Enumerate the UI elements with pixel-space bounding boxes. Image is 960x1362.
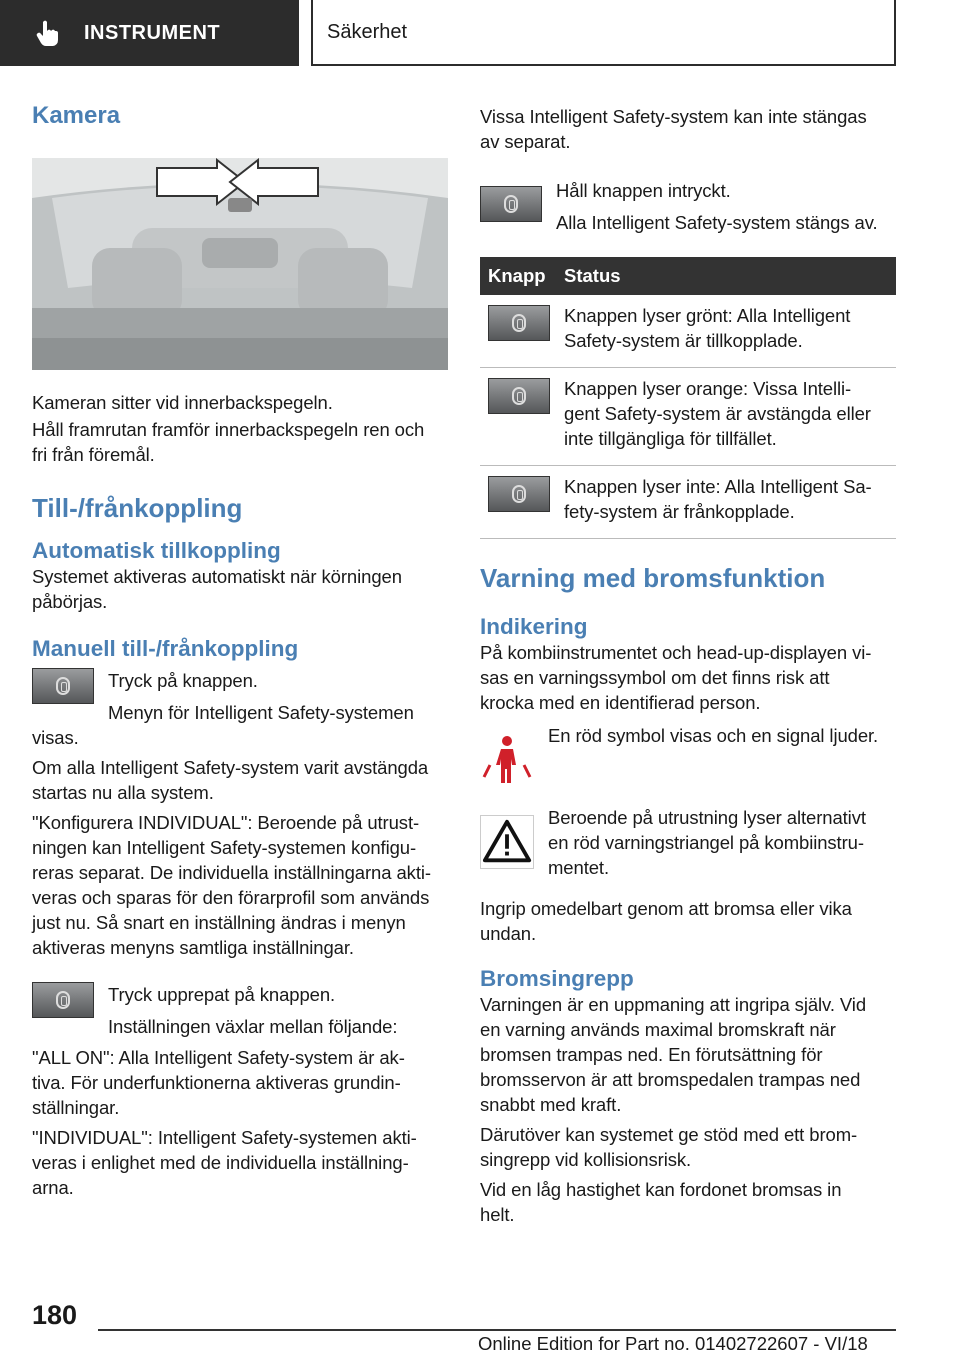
indiv-l1: "INDIVIDUAL": Intelligent Safety-systemen akti- bbox=[32, 1127, 417, 1148]
camera-heading: Kamera bbox=[32, 102, 121, 129]
config-l2: ningen kan Intelligent Safety-systemen konfigu- bbox=[32, 837, 417, 858]
all-off-b: startas nu alla system. bbox=[32, 782, 214, 803]
low-l2: helt. bbox=[480, 1204, 515, 1225]
config-l6: aktiveras menyns samtliga inställningar. bbox=[32, 937, 354, 958]
red-symbol-row bbox=[480, 723, 896, 787]
brake-heading: Bromsingrepp bbox=[480, 966, 634, 991]
config-l4: veras och sparas för den förarprofil som används bbox=[32, 887, 430, 908]
allon-l3: ställningar. bbox=[32, 1097, 120, 1118]
indiv-l2: veras i enlighet med de individuella inställning- bbox=[32, 1152, 409, 1173]
table-row bbox=[480, 466, 896, 539]
press-1: Tryck på knappen. bbox=[108, 670, 258, 691]
auto-p1a: Systemet aktiveras automatiskt när körningen bbox=[32, 566, 402, 587]
warning-heading: Varning med bromsfunktion bbox=[480, 563, 826, 593]
chapter-tab[interactable] bbox=[0, 0, 299, 66]
row-text: fety-system är frånkopplade. bbox=[564, 501, 795, 522]
indiv-l3: arna. bbox=[32, 1177, 74, 1198]
allon-l1: "ALL ON": Alla Intelligent Safety-system är ak- bbox=[32, 1047, 405, 1068]
camera-p1: Kameran sitter vid innerbackspegeln. bbox=[32, 392, 333, 413]
left-column bbox=[32, 96, 448, 1200]
ind-l1: På kombiinstrumentet och head-up-displayen vi- bbox=[480, 642, 872, 663]
warning-triangle-icon bbox=[480, 815, 534, 869]
row-text: Knappen lyser inte: Alla Intelligent Sa- bbox=[564, 476, 872, 497]
br-l5: snabbt med kraft. bbox=[480, 1094, 622, 1115]
col-status-header: Status bbox=[558, 257, 896, 295]
ind-l2: sas en varningssymbol om det finns risk att bbox=[480, 667, 830, 688]
footer-divider bbox=[98, 1329, 896, 1331]
status-table bbox=[480, 257, 896, 539]
chapter-tab-label: INSTRUMENT bbox=[84, 21, 221, 44]
row-text: Knappen lyser orange: Vissa Intelli- bbox=[564, 378, 852, 399]
right-column bbox=[480, 96, 896, 1227]
hold-1: Håll knappen intryckt. bbox=[556, 180, 731, 201]
br-l1: Varningen är en uppmaning att ingripa själv. Vid bbox=[480, 994, 867, 1015]
section-header bbox=[311, 0, 896, 66]
hold-2: Alla Intelligent Safety-system stängs av. bbox=[556, 212, 878, 233]
red-symbol: En röd symbol visas och en signal ljuder. bbox=[548, 725, 879, 746]
sup-l2: singrepp vid kollisionsrisk. bbox=[480, 1149, 692, 1170]
row-text: Safety-system är tillkopplade. bbox=[564, 330, 803, 351]
br-l2: en varning används maximal bromskraft när bbox=[480, 1019, 836, 1040]
auto-p1b: påbörjas. bbox=[32, 591, 108, 612]
br-l4: bromsservon är att bromspedalen trampas ned bbox=[480, 1069, 861, 1090]
config-l1: "Konfigurera INDIVIDUAL": Beroende på utrust- bbox=[32, 812, 420, 833]
table-header-row bbox=[480, 257, 896, 295]
intro-b: av separat. bbox=[480, 131, 571, 152]
br-l3: bromsen trampas ned. En förutsättning för bbox=[480, 1044, 823, 1065]
safety-button-icon bbox=[32, 982, 94, 1018]
hand-pointer-icon bbox=[32, 18, 62, 48]
toggles: Inställningen växlar mellan följande: bbox=[108, 1016, 398, 1037]
row-text: gent Safety-system är avstängda eller bbox=[564, 403, 871, 424]
triangle-row bbox=[480, 805, 896, 880]
hold-row bbox=[480, 178, 896, 235]
row-text: Knappen lyser grönt: Alla Intelligent bbox=[564, 305, 851, 326]
press-repeat-row bbox=[32, 982, 448, 1039]
safety-button-icon bbox=[488, 378, 550, 414]
camera-p2b: fri från föremål. bbox=[32, 444, 155, 465]
table-row bbox=[480, 295, 896, 368]
col-button-header: Knapp bbox=[480, 257, 558, 295]
all-off-a: Om alla Intelligent Safety-system varit avstängda bbox=[32, 757, 429, 778]
switch-heading: Till-/frånkoppling bbox=[32, 493, 243, 523]
press-repeat: Tryck upprepat på knappen. bbox=[108, 984, 336, 1005]
manual-heading: Manuell till-/frånkoppling bbox=[32, 636, 299, 661]
low-l1: Vid en låg hastighet kan fordonet bromsas in bbox=[480, 1179, 842, 1200]
sup-l1: Därutöver kan systemet ge stöd med ett brom- bbox=[480, 1124, 858, 1145]
intro-a: Vissa Intelligent Safety-system kan inte stängas bbox=[480, 106, 867, 127]
indication-heading: Indikering bbox=[480, 614, 588, 639]
camera-location-photo bbox=[32, 158, 448, 370]
act-l2: undan. bbox=[480, 923, 536, 944]
safety-button-icon bbox=[488, 305, 550, 341]
menu-shown-a: Menyn för Intelligent Safety-systemen bbox=[108, 702, 414, 723]
menu-shown-b: visas. bbox=[32, 727, 79, 748]
section-title: Säkerhet bbox=[327, 20, 408, 43]
act-l1: Ingrip omedelbart genom att bromsa eller vika bbox=[480, 898, 852, 919]
tri-l3: mentet. bbox=[548, 857, 609, 878]
safety-button-icon bbox=[480, 186, 542, 222]
edition-text: Online Edition for Part no. 01402722607 - VI/18 bbox=[478, 1333, 868, 1354]
safety-button-icon bbox=[488, 476, 550, 512]
safety-button-icon bbox=[32, 668, 94, 704]
pedestrian-warning-icon bbox=[480, 731, 534, 787]
ind-l3: krocka med en identifierad person. bbox=[480, 692, 761, 713]
config-l3: reras separat. De individuella inställningarna akti- bbox=[32, 862, 431, 883]
page-number: 180 bbox=[32, 1300, 78, 1330]
tri-l1: Beroende på utrustning lyser alternativt bbox=[548, 807, 866, 828]
table-row bbox=[480, 368, 896, 466]
car-interior-illustration bbox=[32, 158, 448, 370]
allon-l2: tiva. För underfunktionerna aktiveras grundin- bbox=[32, 1072, 401, 1093]
auto-heading: Automatisk tillkoppling bbox=[32, 538, 281, 563]
row-text: inte tillgängliga för tillfället. bbox=[564, 428, 777, 449]
press-row bbox=[32, 668, 448, 725]
camera-p2a: Håll framrutan framför innerbackspegeln ren och bbox=[32, 419, 425, 440]
tri-l2: en röd varningstriangel på kombiinstru- bbox=[548, 832, 864, 853]
config-l5: just nu. Så snart en inställning ändras i menyn bbox=[32, 912, 406, 933]
